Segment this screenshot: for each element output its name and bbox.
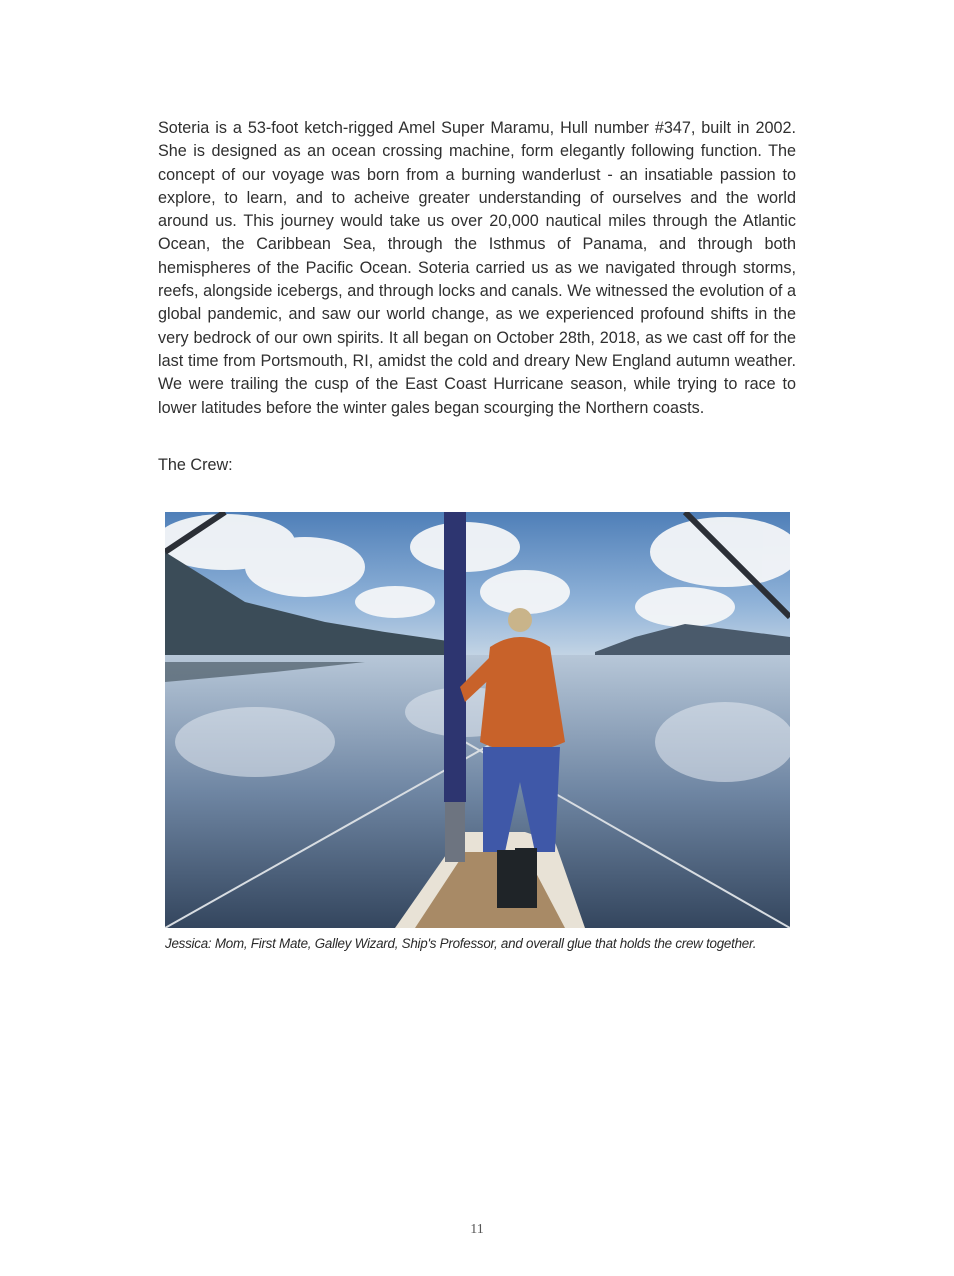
intro-paragraph: Soteria is a 53-foot ketch-rigged Amel Super Maramu, Hull number #347, built in 2002. She is designed as an ocean crossing machine, form elegantly following function. The concept of our voyage was born from a burning wanderlust - an insatiable passion to explore, to learn, and to acheive greater understanding of ourselves and the world around us. This journey would take us over 20,000 nautical miles through the Atlantic Ocean, the Caribbean Sea, through the Isthmus of Panama, and through both hemispheres of the Pacific Ocean. Soteria carried us as we navigated through storms, reefs, alongside icebergs, and through locks and canals. We witnessed the evolution of a global pandemic, and saw our world change, as we experienced profound shifts in the very bedrock of our own spirits. It all began on October 28th, 2018, as we cast off for the last time from Portsmouth, RI, amidst the cold and dreary New England autumn weather. We were trailing the cusp of the East Coast Hurricane season, while trying to race to lower latitudes before the winter gales began scourging the Northern coasts. <box>158 119 796 417</box>
page-number: 11 <box>470 1222 484 1237</box>
crew-heading: The Crew: <box>158 456 233 474</box>
crew-photo <box>165 512 790 928</box>
photo-caption: Jessica: Mom, First Mate, Galley Wizard, Ship's Professor, and overall glue that holds the crew together. <box>165 936 757 951</box>
